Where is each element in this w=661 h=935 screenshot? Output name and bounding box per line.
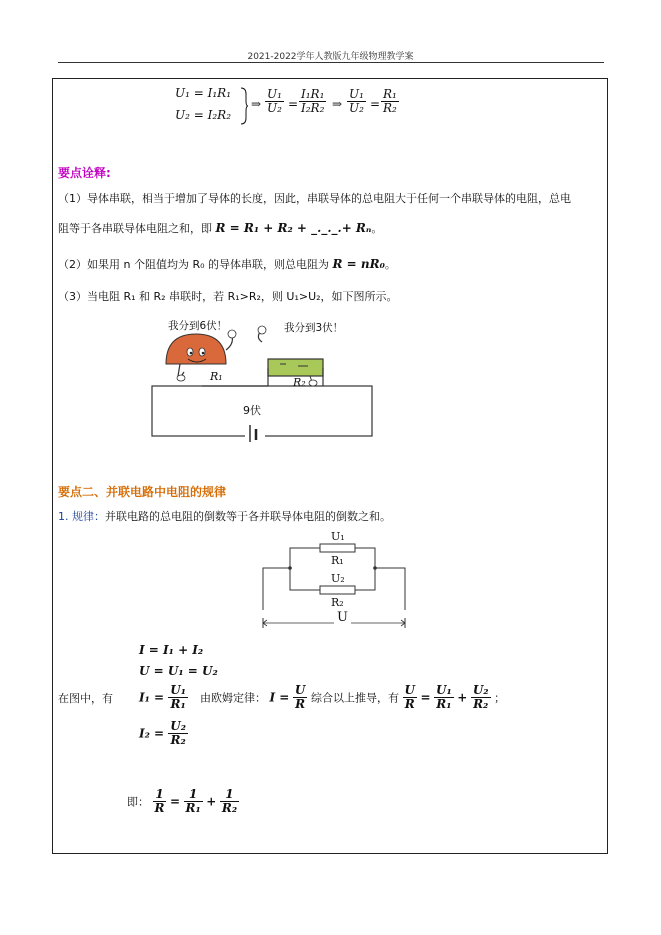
resistor-r2 <box>320 586 355 594</box>
section2-heading: 要点二、并联电路中电阻的规律 <box>58 485 227 499</box>
section2-rule: 1. 规律：并联电路的总电阻的倒数等于各并联导体电阻的倒数之和。 <box>58 510 391 523</box>
section1-heading: 要点诠释: <box>58 166 111 180</box>
resistor-r1 <box>320 544 355 552</box>
eq-sign-2: = <box>370 97 381 111</box>
section1-p2: （2）如果用 n 个阻值均为 R₀ 的导体串联，则总电阻为 R = nR₀。 <box>58 257 396 271</box>
formula-i2: I₂ = $\frac{\text{U₂}}{\text{R₂}}$ <box>139 719 187 748</box>
formula-i1: I₁ = $\frac{\text{U₁}}{\text{R₁}}$ <box>139 683 187 712</box>
arrow-2: ⇒ <box>332 97 343 111</box>
label-r1: R₁ <box>210 370 223 383</box>
r2-cartoon <box>268 359 323 376</box>
frac-i1r1-i2r2: $\frac{\text{I₁R₁}}{\text{I₂R₂}}$ <box>301 87 325 116</box>
par-label-r2: R₂ <box>331 596 344 609</box>
header-rule <box>58 62 604 63</box>
par-label-u: U <box>334 610 351 625</box>
eq-u1: U₁ = I₁R₁ <box>175 86 232 100</box>
formula-voltage: U = U₁ = U₂ <box>139 664 218 678</box>
frac-r1-r2: $\frac{\text{R₁}}{\text{R₂}}$ <box>383 87 397 116</box>
formula-current: I = I₁ + I₂ <box>139 643 204 657</box>
intro-text: 在图中，有 <box>58 692 113 705</box>
n-r0-formula: R = nR₀ <box>332 257 385 271</box>
arrow-1: ⇒ <box>251 97 262 111</box>
par-label-u1: U₁ <box>331 530 345 543</box>
r1-cartoon <box>166 334 226 364</box>
brace <box>239 86 249 126</box>
series-sum-formula: R = R₁ + R₂ + _._._.+ Rₙ <box>215 221 372 235</box>
final-formula: 即： $\frac{1}{R}$ = $\frac{1}{\text{R₁}}$ + $\frac{1}{\text{R₂}}$ <box>127 787 238 816</box>
battery-label: 9伏 <box>243 404 261 417</box>
section1-p1-line2: 阻等于各串联导体电阻之和，即 R = R₁ + R₂ + _._._.+ Rₙ。 <box>58 221 383 235</box>
label-r2: R₂ <box>293 376 306 389</box>
eq-u2: U₂ = I₂R₂ <box>175 108 232 122</box>
bubble-r2: 我分到3伏！ <box>284 322 344 334</box>
section1-p1-line1: （1）导体串联，相当于增加了导体的长度，因此，串联导体的总电阻大于任何一个串联导体的电阻，总电 <box>58 192 571 205</box>
page-header: 2021-2022学年人教版九年级物理教学案 <box>247 52 414 62</box>
section1-p3: （3）当电阻 R₁ 和 R₂ 串联时，若 R₁>R₂，则 U₁>U₂，如下图所示。 <box>58 290 398 303</box>
bubble-r1: 我分到6伏！ <box>168 320 228 332</box>
par-label-u2: U₂ <box>331 572 345 585</box>
frac-u1-u2-b: $\frac{\text{U₁}}{\text{U₂}}$ <box>349 87 364 116</box>
ohm-law: 由欧姆定律： I = $\frac{U}{R}$ <box>200 683 306 712</box>
frac-u1-u2: $\frac{\text{U₁}}{\text{U₂}}$ <box>267 87 282 116</box>
combined-formula: 综合以上推导，有 $\frac{U}{R}$ = $\frac{\text{U₁}}{\text{R₁}}$ + $\frac{\text{U₂}}{\text{R₂}}$ ； <box>311 683 506 712</box>
par-label-r1: R₁ <box>331 554 344 567</box>
eq-sign-1: = <box>288 97 299 111</box>
